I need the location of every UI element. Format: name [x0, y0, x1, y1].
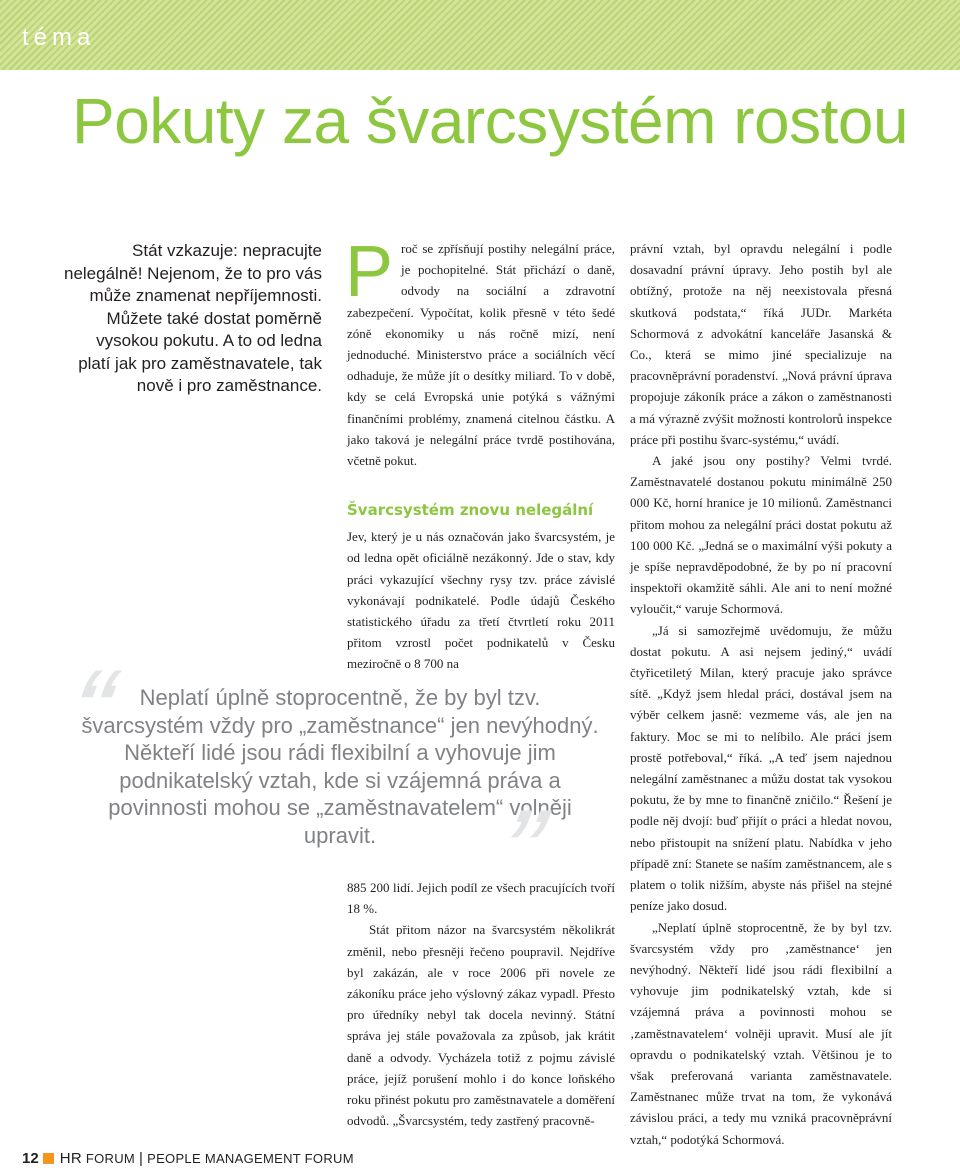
article-lead: Stát vzkazuje: nepracujte nelegálně! Nejenom, že to pro vás může znamenat nepříjemnosti. Můžete také dostat poměrně vysokou pokutu. A to od ledna platí jak pro zaměstnavatele, tak nově i pro zaměstnance.	[64, 241, 322, 395]
quote-open-mark-icon: “	[58, 645, 122, 779]
paragraph: Jev, který je u nás označován jako švarcsystém, je od ledna opět oficiálně nezákonný. Jde o stav, kdy práci vykazující všechny rysy tzv. práce závislé vykonávají podnikatelé. Podle údajů Českého statistického úřadu za třetí čtvrtletí roku 2011 přitom vzrostl počet podnikatelů v Česku meziročně o 8 700 na	[347, 529, 615, 672]
paragraph-intro	[345, 232, 615, 471]
footer-square-icon	[43, 1153, 54, 1164]
paragraph-intro-text: roč se zpřísňují postihy nelegální práce, je pochopitelné. Stát přichází o daně, odvody na sociální a zdravotní zabezpečení. Vypočítat, kolik přesně v této šedé zóně ekonomiky u nás ročně mizí, není jednoduché. Ministerstvo práce a sociálních věcí odhaduje, že může jít o desítky miliard. To v době, kdy se celá Evropská unie potýká s vážnými finančními problémy, znamená citelnou částku. A jako taková je nelegální práce tvrdě postihována, včetně pokut.	[347, 241, 615, 469]
paragraph: Stát přitom názor na švarcsystém několikrát změnil, nebo přesněji řečeno poupravil. Nejdříve byl zakázán, ale v roce 2006 při novele ze zákoníku práce jeho výslovný zákaz vypadl. Přesto pro úředníky nebyl tak docela nevinný. Státní správa jej stále považovala za způsob, jak krátit daně a odvody. Vycházela totiž z pojmu závislé práce, jejíž porušení mohlo i do konce loňského roku přinést pokutu pro zaměstnavatele a doměření odvodů. „Švarcsystém, tedy zastřený pracovně-	[347, 922, 615, 1129]
paragraph: „Já si samozřejmě uvědomuju, že můžu dostat pokutu. A asi nejsem jediný,“ uvádí čtyřicetiletý Milan, který pracuje jako správce sítě. „Když jsem hledal práci, dostával jsem na výběr celkem jasně: vezmeme vás, ale jen na faktury. Moc se mi to nelíbilo. Ale práci jsem prostě potřeboval,“ říká. „A teď jsem najednou nelegální zaměstnanec a můžu dostat tak vysokou pokutu, že by mne to finančně zničilo.“ Řešení je podle něj dvojí: buď přijít o práci a hledat novou, nebo přistoupit na snížení platu. Nabídka v jeho případě zní: Stanete se naším zaměstnancem, ale s platem o tolik nižším, abyste nás přišel na stejné peníze jako dosud.	[630, 622, 892, 914]
page-footer	[22, 1148, 354, 1168]
drop-cap: P	[345, 232, 394, 312]
page-number: 12	[22, 1149, 39, 1167]
pull-quote: Neplatí úplně stoprocentně, že by byl tzv. švarcsystém vždy pro „zaměstnance“ jen nevýhodný. Někteří lidé jsou rádi flexibilní a vyhovuje jim podnikatelský vztah, kde si vzájemná práva a povinnosti mohou se „zaměstnavatelem“ volněji upravit.	[81, 685, 599, 848]
paragraph: A jaké jsou ony postihy? Velmi tvrdé. Zaměstnavatelé dostanou pokutu minimálně 250 000 Kč, horní hranice je 10 milionů. Zaměstnanci přitom mohou za nelegální práci dostat pokutu až 100 000 Kč. „Jedná se o maximální výši pokuty a je spíše nepravděpodobné, že by po ní pracovní inspektoři okamžitě sáhli. Ale ani to není možné vyloučit,“ varuje Schormová.	[630, 453, 892, 617]
article-title: Pokuty za švarcsystém rostou	[72, 85, 909, 157]
paragraph: 885 200 lidí. Jejich podíl ze všech pracujících tvoří 18 %.	[347, 880, 615, 917]
section-tag: téma	[22, 24, 96, 51]
publication-name: HR FORUM | PEOPLE MANAGEMENT FORUM	[59, 1149, 354, 1167]
section-header-bar	[0, 0, 960, 70]
subheading: Švarcsystém znovu nelegální	[347, 501, 594, 520]
article-column-1	[345, 232, 615, 675]
paragraph: právní vztah, byl opravdu nelegální i podle dosavadní právní úpravy. Jeho postih byl ale obtížný, protože na něj neexistovala přesná skutková podstata,“ říká JUDr. Markéta Schormová z advokátní kanceláře Jasanská & Co., která se mimo jiné specializuje na pracovněprávní poradenství. „Nová právní úprava propojuje zákoník práce a zákon o zaměstnanosti a má výrazně zvýšit možnosti kontrolorů inspekce práce při postihu švarc-systému,“ uvádí.	[630, 241, 892, 447]
article-column-2	[630, 238, 892, 1150]
quote-close-mark-icon: ”	[488, 785, 552, 919]
paragraph: „Neplatí úplně stoprocentně, že by byl tzv. švarcsystém vždy pro ‚zaměstnance‘ jen nevýhodný. Někteří lidé jsou rádi flexibilní a vyhovuje jim podnikatelský vztah, kde si vzájemná práva a povinnosti mohou se ‚zaměstnavatelem‘ volněji upravit. Musí ale jít opravdu o podnikatelský vztah. Většinou je to však preferovaná varianta zaměstnavatele. Zaměstnanec může trvat na tom, že vykonává závislou práci, a tedy mu vzniká pracovněprávní vztah,“ podotýká Schormová.	[630, 919, 892, 1147]
article-column-1-continued	[347, 877, 615, 1131]
